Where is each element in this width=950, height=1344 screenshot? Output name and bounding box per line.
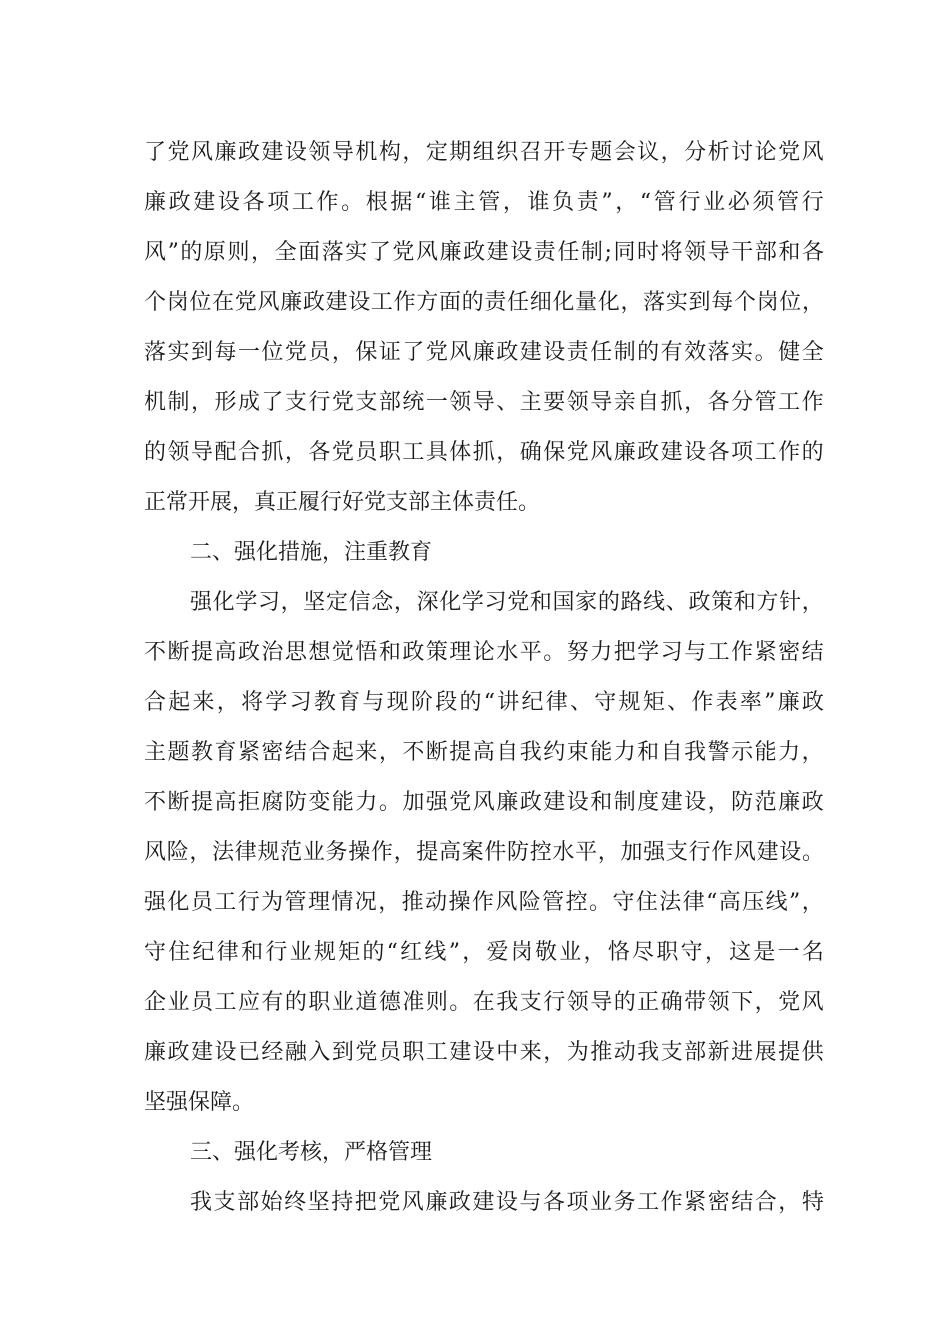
text-line: 坚强保障。 [144, 1090, 255, 1115]
text-line: 了 党 风 廉 政 建 设 领 导 机 构 ， 定 期 组 织 召 开 专 题 会 议 ， 分 析 讨 论 党 风 [144, 140, 824, 165]
text-line: 廉 政 建 设 各 项 工 作 。 根 据 “ 谁 主 管 ， 谁 负 责 ” ， “ 管 行 业 必 须 管 行 [144, 190, 824, 215]
text-line: 主 题 教 育 紧 密 结 合 起 来 ， 不 断 提 高 自 我 约 束 能 力 和 自 我 警 示 能 力 ， [144, 740, 824, 765]
text-line: 守 住 纪 律 和 行 业 规 矩 的 “ 红 线 ” ， 爱 岗 敬 业 ， 恪 尽 职 守 ， 这 是 一 名 [144, 940, 824, 965]
text-line: 不 断 提 高 政 治 思 想 觉 悟 和 政 策 理 论 水 平 。 努 力 把 学 习 与 工 作 紧 密 结 [144, 640, 824, 665]
text-line: 风 险 ， 法 律 规 范 业 务 操 作 ， 提 高 案 件 防 控 水 平 ， 加 强 支 行 作 风 建 设 。 [144, 840, 824, 865]
text-line: 不 断 提 高 拒 腐 防 变 能 力 。 加 强 党 风 廉 政 建 设 和 制 度 建 设 ， 防 范 廉 政 [144, 790, 824, 815]
text-line: 廉 政 建 设 已 经 融 入 到 党 员 职 工 建 设 中 来 ， 为 推 动 我 支 部 新 进 展 提 供 [144, 1040, 824, 1065]
text-line: 强 化 学 习 ， 坚 定 信 念 ， 深 化 学 习 党 和 国 家 的 路 线 、 政 策 和 方 针 ， [190, 590, 824, 615]
text-line: 企 业 员 工 应 有 的 职 业 道 德 准 则 。 在 我 支 行 领 导 的 正 确 带 领 下 ， 党 风 [144, 990, 824, 1015]
text-line: 我 支 部 始 终 坚 持 把 党 风 廉 政 建 设 与 各 项 业 务 工 作 紧 密 结 合 ， 特 [190, 1190, 824, 1215]
text-line: 风 ” 的 原 则 ， 全 面 落 实 了 党 风 廉 政 建 设 责 任 制 ; 同 时 将 领 导 干 部 和 各 [144, 240, 824, 265]
text-line: 落 实 到 每 一 位 党 员 ， 保 证 了 党 风 廉 政 建 设 责 任 制 的 有 效 落 实 。 健 全 [144, 340, 824, 365]
document-body [144, 128, 824, 1228]
text-line: 二、强化措施，注重教育 [190, 540, 433, 565]
text-line: 的 领 导 配 合 抓 ， 各 党 员 职 工 具 体 抓 ， 确 保 党 风 廉 政 建 设 各 项 工 作 的 [144, 440, 824, 465]
text-line: 三、强化考核，严格管理 [190, 1140, 433, 1165]
text-line: 机 制 ， 形 成 了 支 行 党 支 部 统 一 领 导 、 主 要 领 导 亲 自 抓 ， 各 分 管 工 作 [144, 390, 824, 415]
text-line: 个 岗 位 在 党 风 廉 政 建 设 工 作 方 面 的 责 任 细 化 量 化 ， 落 实 到 每 个 岗 位 ， [144, 290, 824, 315]
text-line: 强 化 员 工 行 为 管 理 情 况 ， 推 动 操 作 风 险 管 控 。 守 住 法 律 “ 高 压 线 ” ， [144, 890, 824, 915]
text-line: 正常开展，真正履行好党支部主体责任。 [144, 490, 541, 515]
text-line: 合 起 来 ， 将 学 习 教 育 与 现 阶 段 的 “ 讲 纪 律 、 守 规 矩 、 作 表 率 ” 廉 政 [144, 690, 824, 715]
